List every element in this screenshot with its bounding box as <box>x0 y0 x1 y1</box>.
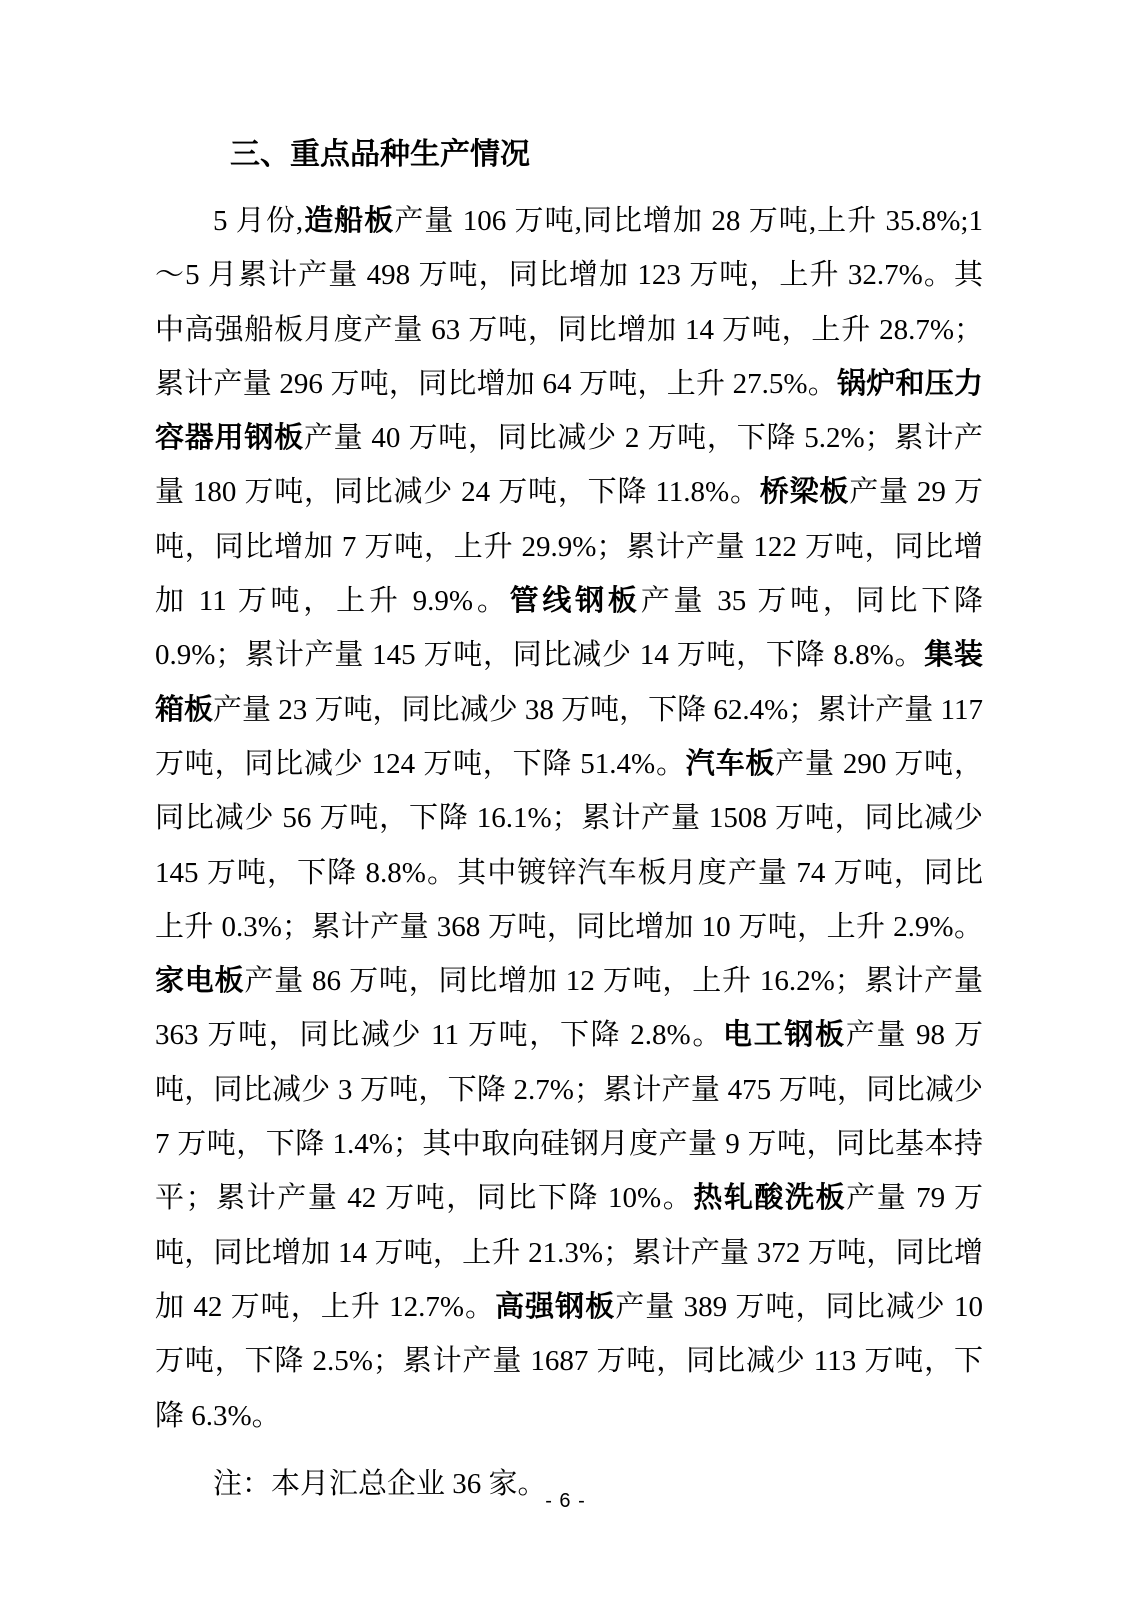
text-run: 产量 106 万吨,同比增加 28 万吨,上升 35.8%;1～5 月累计产量 498 万吨，同比增加 123 万吨，上升 32.7%。其中高强船板月度产量 63 万吨，同比增加 14 万吨，上升 28.7%；累计产量 296 万吨，同比增加 64 万吨，上升 27.5%。 <box>155 205 983 400</box>
text-run: 产量 98 万吨，同比减少 3 万吨，下降 2.7%；累计产量 475 万吨，同比减少 7 万吨，下降 1.4%；其中取向硅钢月度产量 9 万吨，同比基本持平；累计产量 42 万吨，同比下降 10%。 <box>155 1019 983 1215</box>
product-name-bold: 电工钢板 <box>723 1019 846 1052</box>
text-run: 5 月份, <box>213 205 304 237</box>
page-content <box>155 128 983 1511</box>
product-name-bold: 热轧酸洗板 <box>693 1182 847 1215</box>
product-name-bold: 集装箱板 <box>155 639 983 726</box>
text-run: 产量 79 万吨，同比增加 14 万吨，上升 21.3%；累计产量 372 万吨，同比增加 42 万吨，上升 12.7%。 <box>155 1182 983 1323</box>
note-line: 注：本月汇总企业 36 家。 <box>213 1467 547 1500</box>
product-name-bold: 家电板 <box>155 965 245 998</box>
body-paragraph <box>155 194 983 1443</box>
product-name-bold: 管线钢板 <box>509 585 641 618</box>
page-number: - 6 - <box>545 1490 586 1512</box>
text-run: 产量 23 万吨，同比减少 38 万吨，下降 62.4%；累计产量 117 万吨，同比减少 124 万吨，下降 51.4%。 <box>155 693 983 780</box>
product-name-bold: 汽车板 <box>685 747 776 780</box>
product-name-bold: 桥梁板 <box>759 476 850 509</box>
product-name-bold: 造船板 <box>303 205 395 237</box>
text-run: 产量 389 万吨，同比减少 10 万吨，下降 2.5%；累计产量 1687 万吨，同比减少 113 万吨，下降 6.3%。 <box>155 1290 983 1432</box>
text-run: 产量 86 万吨，同比增加 12 万吨，上升 16.2%；累计产量 363 万吨，同比减少 11 万吨，下降 2.8%。 <box>155 965 983 1052</box>
text-run: 产量 40 万吨，同比减少 2 万吨，下降 5.2%；累计产量 180 万吨，同比减少 24 万吨，下降 11.8%。 <box>155 422 983 509</box>
text-run: 产量 29 万吨，同比增加 7 万吨，上升 29.9%；累计产量 122 万吨，同比增加 11 万吨，上升 9.9%。 <box>155 476 983 618</box>
text-run: 产量 290 万吨，同比减少 56 万吨，下降 16.1%；累计产量 1508 万吨，同比减少 145 万吨，下降 8.8%。其中镀锌汽车板月度产量 74 万吨，同比上升 0.3%；累计产量 368 万吨，同比增加 10 万吨，上升 2.9%。 <box>155 747 983 943</box>
section-heading: 三、重点品种生产情况 <box>230 138 530 171</box>
product-name-bold: 高强钢板 <box>495 1290 616 1323</box>
text-run: 产量 35 万吨，同比下降 0.9%；累计产量 145 万吨，同比减少 14 万吨，下降 8.8%。 <box>155 585 983 672</box>
product-name-bold: 锅炉和压力容器用钢板 <box>155 367 983 455</box>
